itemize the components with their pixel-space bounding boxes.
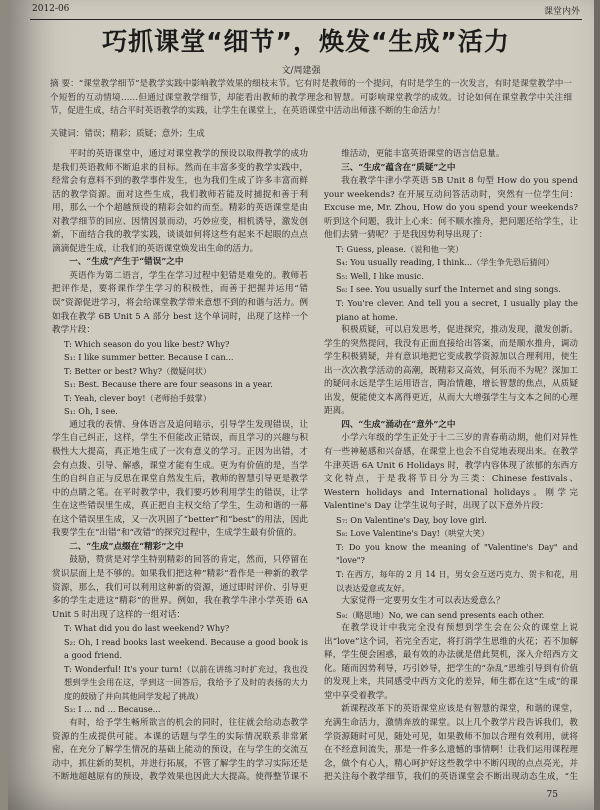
dialogue-line: T: What did you do last weekend? Why? bbox=[64, 623, 230, 634]
dialogue-line: T: You're clever. And tell you a secret, I usually play the piano at home. bbox=[336, 298, 578, 322]
dialogue-line: T: Yeah, clever boy!（老师抬手鼓掌） bbox=[64, 392, 212, 403]
paragraph: 大家觉得一定要男女生才可以表达爱意么？ bbox=[341, 596, 505, 607]
dialogue-line: S₁: Best. Because there are four seasons in a year. bbox=[64, 379, 273, 390]
section-heading: 二、“生成”点缀在“精彩”之中 bbox=[69, 541, 184, 552]
dialogue-line: S₆: I see. You usually surf the Internet and sing songs. bbox=[336, 284, 561, 295]
paragraph: 英语作为第二语言，学生在学习过程中犯错是难免的。教师若把评作是，要将课作学生学习的积极性，而善于把握并运用“错误”资源促进学习，将会给课堂教学带来意想不到的和谐与活力。例如我在教学 6B Unit 5 A 部分 best 这个单词时，出现了这样一个教学片段： bbox=[52, 270, 308, 336]
dialogue-line: T: Wonderful! It's your turn!（以前在讲练习时扩充过，我也没想到学生会用在这，学到这一回答后，我给予了及时的表扬的大力度的鼓励了并向其他同学发起了挑战） bbox=[64, 663, 308, 701]
magazine-page bbox=[8, 0, 594, 810]
paragraph: 平时的英语课堂中，通过对课堂教学的预设以取得教学的成功是我们英语教师不断追求的目标。然而在丰富多变的教学实践中，经常会有意料不到的教学事件发生，也为我们生成了许多丰富而鲜活的教学资源。面对这些生成，我们教师若能及时捕捉和善于利用，那么一个个超越预设的精彩会如约而至。精彩的英语课堂是由对教学细节的回应、因情因景而动，巧妙应变，相机诱导，激发创新，下面结合我的教学实践，谈谈如何将这些有起来不起眼的点点滴滴促进生成，让我们的英语课堂焕发出生命的活力。 bbox=[52, 149, 308, 254]
section-heading: 四、“生成”涌动在“意外”之中 bbox=[341, 419, 456, 430]
paragraph: 有时，给予学生畅所欲言的机会的同时，往往就会给动态教学资源的生成提供可能。本课的话题与学生的实际情况联系非常紧密，在充分了解学生情况的基础上能动的预设，在与学生的交流互动中，抓住新的契机，并进行拓展，不管了解学生的学习实际还是不断地超越原有的预设，教学效果也因此大大提高。使得整节课不 bbox=[52, 717, 308, 783]
abstract: 摘 要：“课堂教学细节”是教学实践中影响教学效果的细枝末节。它有时是教师的一个提问，有时是学生的一次发言，有时是课堂教学中一个短暂的互动情境……但通过课堂教学细节，却能看出教师的教学理念和智慧。可影响课堂教学的成效。讨论如何在课堂教学中关注细节，促进生成，结合平时英语教学的实践，让学生在课堂上，在英语课堂中活动出师涨不断的生命活力！ bbox=[50, 79, 572, 117]
dialogue-line: S₈: Love Valentine's Day!（哄堂大笑） bbox=[336, 528, 490, 539]
paragraph: 鼓励，赞赏是对学生特别精彩的回答的肯定，然而，只停留在赏识层面上是不够的。如果我们把这种“精彩”看作是一种新的教学资源，那么，我们可以利用这种新的资源，通过即时评价、引导更多的学生走进这“精彩”的世界。例如，我在教学牛津小学英语 6A Unit 5 时出现了这样的一组对话： bbox=[52, 555, 308, 620]
dialogue-line: S₅: Well, I like music. bbox=[336, 270, 424, 281]
paragraph: 在教学设计中我完全没有预想到学生会在公众的课堂上说出“love”这个词，若完全否定，将打消学生思维的火花；若不加解释，学生便会困惑，最有效的办法就是借此契机，深入介绍西方文化。随而因势利导，巧引妙导，把学生的“杂乱”思维引导到有价值的发现上来，共同感受中西方文化的差异，师生都在这“生成”的课堂中享受着教学。 bbox=[324, 623, 578, 701]
column-left bbox=[52, 148, 308, 784]
dialogue-line: S₄: You usually reading, I think...（学生争先恐后猜问） bbox=[336, 257, 554, 268]
paragraph: 新课程改革下的英语课堂应该是有智慧的课堂，和谐的课堂，充满生命活力，激情奔放的课堂。以上几个教学片段告诉我们，教学资源随时可见，随处可见，如果教师不加以合理有效利用，就将在不经意间流失，那是一件多么遗憾的事情啊！让我们运用课程理念，做个有心人，精心呵护好这些教学中不断闪现的点点亮光，并把关注每个教学细节，我们的英语课堂会不断出现动态生成，“生 bbox=[324, 704, 578, 783]
paragraph: 通过我的表情、身体语言及追问暗示，引导学生发现错误，让学生自己纠正，这样，学生不但能改正错误，而且学习的兴趣与积极性大大提高，真正地生成了一次有意义的学习。正因为出错，才会有点拨、引导、解惑，课堂才能有生成。更为有价值的是，当学生的自纠自正与反思在课堂自然发生后，教师的智慧引导更是教学中的点睛之笔。在平时教学中，我们要巧妙利用学生的错误，让学生在这些错误里生成，真正把自主权交给了学生，生动和谐的一幕在这个错误里生成，又一次巩固了“better”和“best”的用法，因此我要学生在“出错”和“改错”的探究过程中，生成学生最有价值的。 bbox=[52, 419, 308, 539]
section-heading: 三、“生成”蕴含在“质疑”之中 bbox=[341, 162, 456, 173]
dialogue-line: T: 在西方，每年的 2 月 14 日，男女会互送巧克力、贺卡和花，用以表达爱意或友好。 bbox=[336, 568, 578, 593]
paragraph: 小学六年级的学生正处于十二三岁的青春萌动期，他们对异性有一些神秘感和兴奋感，在课堂上也会不自觉地表现出来。在教学牛津英语 6A Unit 6 Holidays 时，教学内容体现了浓郁的东西方文化特点，于是我将节日分为三类：Chinese festivals、Western holidays and International holidays。刚学完 Valentine's Day 让学生说句子时，出现了以下意外片段： bbox=[324, 433, 578, 512]
page-footer bbox=[535, 790, 558, 800]
paragraph: 维活动，更能丰富英语课堂的语言信息量。 bbox=[341, 149, 505, 159]
dialogue-line: S₂: Oh, I read books last weekend. Because a good book is a good friend. bbox=[64, 636, 308, 661]
issue-date: 2012-06 bbox=[32, 4, 70, 14]
section-heading: 一、“生成”产生于“错误”之中 bbox=[69, 257, 184, 268]
article-title: 巧抓课堂“细节”，焕发“生成”活力 bbox=[102, 27, 510, 56]
column-right bbox=[324, 148, 578, 784]
dialogue-line: S₁: Oh, I see. bbox=[64, 406, 118, 417]
section-name: 课堂内外 bbox=[543, 7, 580, 17]
dialogue-line: T: Do you know the meaning of "Valentine's Day" and "love"? bbox=[336, 541, 578, 566]
dialogue-line: S₇: On Valentine's Day, boy love girl. bbox=[336, 514, 487, 525]
body-columns bbox=[52, 148, 578, 784]
dialogue-line: T: Better or best? Why?（微疑问状） bbox=[64, 365, 212, 376]
keywords: 关键词：错误；精彩；质疑；意外；生成 bbox=[50, 129, 205, 139]
dialogue-line: S₁: I like summer better. Because I can... bbox=[64, 352, 234, 363]
dialogue-line: T: Which season do you like best? Why? bbox=[64, 338, 230, 349]
dialogue-line: S₉:（略思地）No, we can send presents each other. bbox=[336, 609, 545, 620]
page-number: 75 bbox=[546, 790, 558, 800]
dialogue-line: T: Guess, please.（说和他一笑） bbox=[336, 243, 464, 254]
dialogue-line: S₃: I ... nd ... Because... bbox=[64, 704, 161, 715]
running-header bbox=[32, 4, 580, 18]
paragraph: 积极质疑，可以启发思考，促进探究，推动发现，激发创新。学生的突然提问，我没有正面直接给出答案，而是顺水推舟，调动学生积极猜疑，并有意识地把它变成教学资源加以合理利用，使生出一次次教学活动的高潮，既精彩又高效，何乐而不为呢？深加工的疑问永远是学生运用语言，陶冶情趣，增长智慧的焦点，从质疑出发，便能使文本离得更近，从而大大增强学生与文本之间的心理距离。 bbox=[324, 325, 578, 417]
header-rule bbox=[30, 19, 582, 20]
paragraph: 我在教学牛津小学英语 5B Unit 8 句型 How do you spend your weekends? 在开展互动问答活动时，突然有一位学生问：Excuse me, Mr. Zhou, How do you spend your weekends? 听到这个问题，我计上心来：何不顺水推舟，把问题还给学生，让他们去猜一猜呢？于是我因势利导出现了： bbox=[324, 176, 578, 241]
article-author: 文/周建强 bbox=[281, 66, 321, 76]
